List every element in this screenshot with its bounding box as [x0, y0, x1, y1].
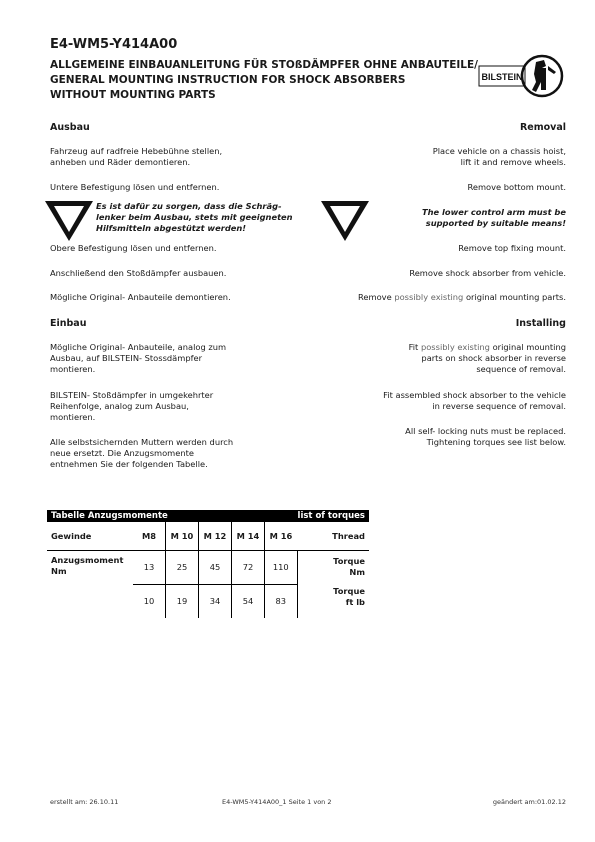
- installing-heading-en: Installing: [515, 318, 566, 329]
- installing-step2-de: BILSTEIN- Stoßdämpfer in umgekehrter Reihenfolge, analog zum Ausbau, montieren.: [50, 390, 214, 422]
- torque-table-header: [47, 510, 369, 522]
- torque-nm-value: 110: [265, 550, 298, 584]
- document-subtitle: [50, 58, 480, 103]
- thread-size: M 10: [166, 522, 199, 550]
- thread-size: M8: [133, 522, 166, 550]
- document-title: E4-WM5-Y414A00: [50, 37, 178, 52]
- torque-table: [47, 510, 369, 618]
- torque-ftlb-value: 10: [133, 584, 166, 618]
- removal-step1-en: Place vehicle on a chassis hoist, lift it and remove wheels.: [432, 146, 566, 167]
- table-title-de: Tabelle Anzugsmomente: [47, 510, 232, 522]
- torque-ftlb-row: [47, 584, 369, 618]
- removal-heading-en: Removal: [519, 122, 566, 133]
- torque-nm-row: [47, 550, 369, 584]
- footer-changed: geändert am:01.02.12: [492, 798, 566, 806]
- thread-label-de: Gewinde: [47, 522, 133, 550]
- warning-text-de: Es ist dafür zu sorgen, dass die Schräg- lenker beim Ausbau, stets mit geeigneten Hilfsmitteln abgestützt werden!: [96, 201, 293, 233]
- installing-step2-en: Fit assembled shock absorber to the vehicle in reverse sequence of removal.: [383, 390, 566, 411]
- torque-ftlb-value: 34: [199, 584, 232, 618]
- removal-step4-en: Remove shock absorber from vehicle.: [409, 268, 566, 278]
- empty-cell: [47, 584, 133, 618]
- installing-step1-en: Fit possibly existing original mounting parts on shock absorber in reverse sequence of removal.: [408, 342, 566, 374]
- torque-ftlb-value: 54: [232, 584, 265, 618]
- thread-label-en: Thread: [297, 522, 369, 550]
- footer-doc-id: E4-WM5-Y414A00_1 Seite 1 von 2: [222, 798, 332, 806]
- footer-created: erstellt am: 26.10.11: [50, 798, 119, 806]
- removal-step4-de: Anschließend den Stoßdämpfer ausbauen.: [50, 268, 227, 278]
- thread-row: [47, 522, 369, 550]
- warning-text-en: The lower control arm must be supported by suitable means!: [421, 207, 566, 228]
- warning-triangle-icon: [320, 200, 370, 246]
- removal-step5-en: Remove possibly existing original mounting parts.: [358, 292, 566, 302]
- removal-step5-de: Mögliche Original- Anbauteile demontieren.: [50, 292, 231, 302]
- subtitle-line: GENERAL MOUNTING INSTRUCTION FOR SHOCK ABSORBERS: [50, 74, 406, 86]
- torque-nm-value: 13: [133, 550, 166, 584]
- subtitle-line: WITHOUT MOUNTING PARTS: [50, 89, 216, 101]
- installing-heading-de: Einbau: [50, 318, 87, 329]
- torque-ftlb-value: 83: [265, 584, 298, 618]
- thread-size: M 14: [232, 522, 265, 550]
- torque-nm-value: 72: [232, 550, 265, 584]
- removal-step3-en: Remove top fixing mount.: [458, 243, 566, 253]
- installing-step3-de: Alle selbstsichernden Muttern werden durch neue ersetzt. Die Anzugsmomente entnehmen Sie der folgenden Tabelle.: [50, 437, 234, 469]
- thread-size: M 16: [265, 522, 298, 550]
- torque-label-de: Anzugsmoment Nm: [51, 554, 124, 576]
- installing-step1-de: Mögliche Original- Anbauteile, analog zum Ausbau, auf BILSTEIN- Stossdämpfer montieren.: [50, 342, 227, 374]
- torque-ftlb-value: 19: [166, 584, 199, 618]
- torque-nm-value: 45: [199, 550, 232, 584]
- torque-nm-label: Torque Nm: [333, 556, 365, 578]
- bilstein-logo: [478, 54, 564, 100]
- logo-text: BILSTEIN: [481, 72, 523, 82]
- removal-step3-de: Obere Befestigung lösen und entfernen.: [50, 243, 217, 253]
- thread-size: M 12: [199, 522, 232, 550]
- torque-nm-value: 25: [166, 550, 199, 584]
- removal-step2-de: Untere Befestigung lösen und entfernen.: [50, 182, 220, 192]
- torque-ftlb-label: Torque ft lb: [333, 586, 365, 607]
- subtitle-line: ALLGEMEINE EINBAUANLEITUNG FÜR STOßDÄMPFER OHNE ANBAUTEILE/: [50, 59, 478, 71]
- installing-step3-en: All self- locking nuts must be replaced. Tightening torques see list below.: [405, 426, 566, 447]
- warning-triangle-icon: [44, 200, 94, 246]
- removal-step2-en: Remove bottom mount.: [467, 182, 566, 192]
- table-title-en: list of torques: [232, 510, 370, 522]
- removal-step1-de: Fahrzeug auf radfreie Hebebühne stellen, anheben und Räder demontieren.: [50, 146, 223, 167]
- removal-heading-de: Ausbau: [50, 122, 90, 133]
